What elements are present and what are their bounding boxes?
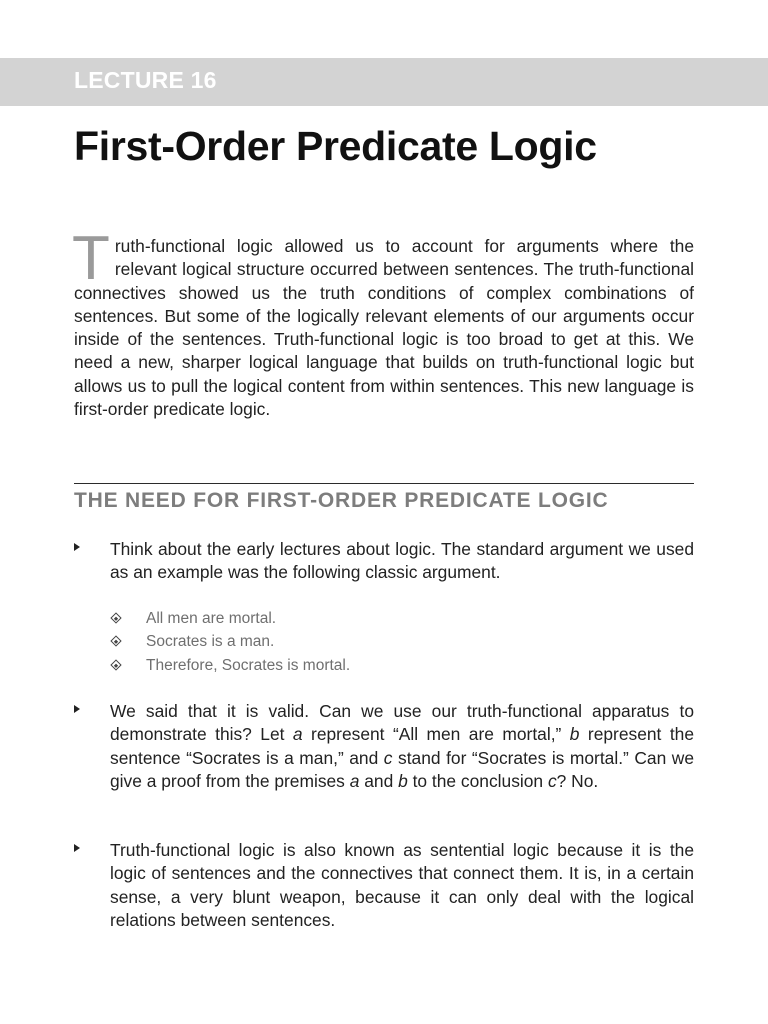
sublist-item-text: All men are mortal. bbox=[146, 610, 277, 627]
variable-b: b bbox=[569, 724, 580, 745]
variable-c: c bbox=[547, 770, 557, 791]
bullet-item bbox=[74, 700, 694, 793]
lecture-label: LECTURE 16 bbox=[74, 67, 217, 93]
diamond-bullet-icon bbox=[110, 659, 121, 670]
page-title: First-Order Predicate Logic bbox=[74, 123, 597, 169]
sublist-item bbox=[110, 607, 610, 630]
variable-b: b bbox=[398, 770, 408, 791]
sublist-item bbox=[110, 630, 610, 653]
variable-a: a bbox=[292, 724, 303, 745]
drop-cap: T bbox=[72, 224, 110, 293]
sublist-item bbox=[110, 654, 610, 677]
sublist-item-text: Socrates is a man. bbox=[146, 633, 275, 651]
intro-paragraph bbox=[72, 224, 694, 421]
bullet-text: Truth-functional logic is also known as sentential logic because it is the logic of sentences and the connectives that connect them. It is, in a certain sense, a very blunt weapon, because it can only deal with the logical relations between sentences. bbox=[110, 840, 694, 930]
section-divider bbox=[74, 483, 694, 484]
lecture-band bbox=[0, 58, 768, 106]
bullet-item bbox=[74, 538, 694, 585]
variable-c: c bbox=[383, 747, 393, 768]
argument-sublist bbox=[110, 607, 610, 677]
bullet-text: Think about the early lectures about logic. The standard argument we used as an example was the following classic argument. bbox=[110, 539, 694, 583]
variable-a: a bbox=[349, 770, 360, 791]
bullet-item bbox=[74, 839, 694, 932]
bullet-text: We said that it is valid. Can we use our truth-functional apparatus to demonstrate this? Let a represent “All men are mortal,” b represent the sentence “Socrates is a man,” and c stand for “Socrates is mortal.” Can we give a proof from the premises a and b to the conclusion c? No. bbox=[110, 701, 694, 791]
triangle-bullet-icon bbox=[74, 543, 80, 551]
triangle-bullet-icon bbox=[74, 844, 80, 852]
triangle-bullet-icon bbox=[74, 705, 80, 713]
diamond-bullet-icon bbox=[110, 636, 121, 647]
sublist-item-text: Therefore, Socrates is mortal. bbox=[146, 656, 351, 674]
intro-text: ruth-functional logic allowed us to account for arguments where the relevant logical structure occurred between sentences. The truth-functional connectives showed us the truth conditions of complex combinations of sentences. But some of the logically relevant elements of our arguments occur inside of the sentences. Truth-functional logic is too broad to get at this. We need a new, sharper logical language that builds on truth-functional logic but allows us to pull the logical content from within sentences. This new language is first-order predicate logic. bbox=[74, 236, 694, 420]
diamond-bullet-icon bbox=[110, 612, 121, 623]
section-heading: THE NEED FOR FIRST-ORDER PREDICATE LOGIC bbox=[74, 489, 609, 512]
